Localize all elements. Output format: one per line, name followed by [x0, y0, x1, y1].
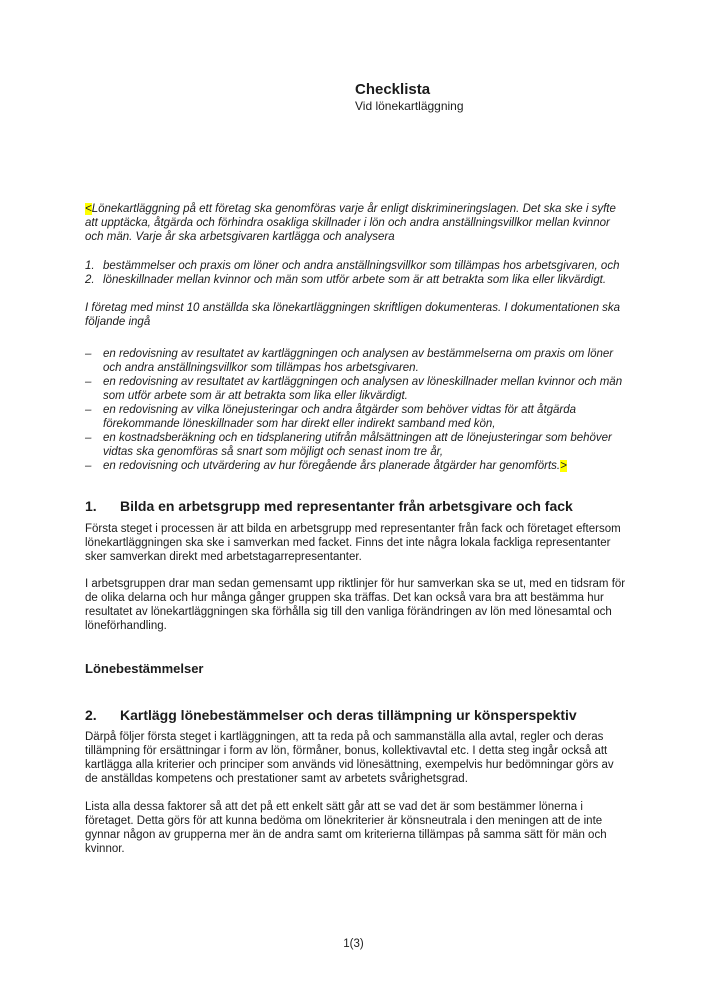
list-item	[85, 347, 628, 375]
section-2-paragraph-2: Lista alla dessa faktorer så att det på ett enkelt sätt går att se vad det är som bestämmer lönerna i företaget. Detta görs för att kunna bedöma om lönekriterier är könsneutrala i den meningen att de inte gynnar någon av grupperna mer än de andra samt om kriterierna tillämpas på samma sätt för män och kvinnor.	[85, 801, 607, 855]
section-1-paragraph-2: I arbetsgruppen drar man sedan gemensamt upp riktlinjer för hur samverkan ska se ut, med en tidsram för de olika delarna och hur många gånger gruppen ska träffas. Det kan också vara bra att bestämma hur resultatet av lönekartläggningen ska förhålla sig till den vanliga förändringen av lön med lönesamtal och löneförhandling.	[85, 578, 626, 632]
intro-block	[85, 202, 628, 473]
intro-paragraph-2: I företag med minst 10 anställda ska lönekartläggningen skriftligen dokumenteras. I dokumentationen ska följande ingå	[85, 302, 621, 328]
section-2-paragraph-1: Därpå följer första steget i kartläggningen, att ta reda på och sammanställa alla avtal, regler och deras tillämpning för ersättningar i form av lön, förmåner, bonus, kollektivavtal etc. I detta steg ingår också att kartlägga alla kriterier och principer som används vid lönesättning, exempelvis hur bedömningar görs av de anställdas kompetens och prestationer samt av arbetets svårighetsgrad.	[85, 731, 614, 785]
title-block	[355, 0, 707, 114]
document-title: Checklista	[355, 81, 431, 98]
list-item-text-body: en redovisning och utvärdering av hur föregående års planerade åtgärder har genomförts.	[103, 460, 561, 472]
list-item-text: bestämmelser och praxis om löner och andra anställningsvillkor som tillämpas hos arbetsgivaren, och	[103, 260, 620, 272]
list-item-text: en redovisning av resultatet av kartläggningen och analysen av löneskillnader mellan kvinnor och män som utför arbete som är att betrakta som lika eller likvärdigt.	[103, 376, 623, 402]
list-item-text: en redovisning av vilka lönejusteringar och andra åtgärder som behöver vidtas för att åtgärda förekommande löneskillnader som har direkt eller indirekt samband med kön,	[103, 404, 577, 430]
document-subtitle: Vid lönekartläggning	[355, 99, 464, 113]
dash-bullet: –	[85, 376, 92, 388]
list-item-text: en kostnadsberäkning och en tidsplanering utifrån målsättningen att de lönejusteringar som behöver vidtas ska genomföras så snart som möjligt och senast inom tre år,	[103, 432, 612, 458]
section-2-number: 2.	[85, 707, 97, 723]
list-item-number: 2.	[85, 274, 95, 286]
list-item	[85, 459, 628, 473]
section-1-number: 1.	[85, 498, 97, 514]
list-item	[85, 431, 628, 459]
section-2-title: Kartlägg lönebestämmelser och deras tillämpning ur könsperspektiv	[120, 707, 577, 723]
dash-bullet: –	[85, 432, 92, 444]
intro-paragraph-1	[85, 202, 628, 244]
dash-bullet: –	[85, 348, 92, 360]
section-2-heading	[85, 707, 628, 724]
list-item	[85, 403, 628, 431]
list-item-text: en redovisning av resultatet av kartläggningen och analysen av bestämmelserna om praxis om löner och andra anställningsvillkor som tillämpas hos arbetsgivaren.	[103, 348, 614, 374]
section-1-paragraph-1: Första steget i processen är att bilda en arbetsgrupp med representanter från fack och företaget eftersom lönekartläggningen ska ske i samverkan med facket. Finns det inte några lokala fackliga representanter sker samverkan direkt med arbetstagarrepresentanter.	[85, 523, 621, 563]
intro-paragraph-1-text: Lönekartläggning på ett företag ska genomföras varje år enligt diskrimineringslagen. Det ska ske i syfte att upptäcka, åtgärda och förhindra osakliga skillnader i lön och andra anställningsvillkor mellan kvinnor och män. Varje år ska arbetsgivaren kartlägga och analysera	[85, 203, 616, 243]
subheading-lonebestammelser: Lönebestämmelser	[85, 661, 204, 676]
document-body	[85, 202, 628, 856]
revision-open-marker: <	[85, 203, 92, 215]
dash-bullet: –	[85, 404, 92, 416]
list-item	[85, 375, 628, 403]
dash-bullet: –	[85, 460, 92, 472]
list-item-text: löneskillnader mellan kvinnor och män som utför arbete som är att betrakta som lika eller likvärdigt.	[103, 274, 607, 286]
list-item	[85, 259, 628, 273]
list-item-text	[103, 459, 628, 473]
section-1-title: Bilda en arbetsgrupp med representanter från arbetsgivare och fack	[120, 498, 573, 514]
dash-list	[85, 347, 628, 473]
list-item-number: 1.	[85, 260, 95, 272]
list-item	[85, 273, 628, 287]
page-number: 1(3)	[343, 938, 364, 950]
numbered-list	[85, 259, 628, 287]
section-1-heading	[85, 498, 628, 515]
revision-close-marker: >	[560, 460, 567, 472]
